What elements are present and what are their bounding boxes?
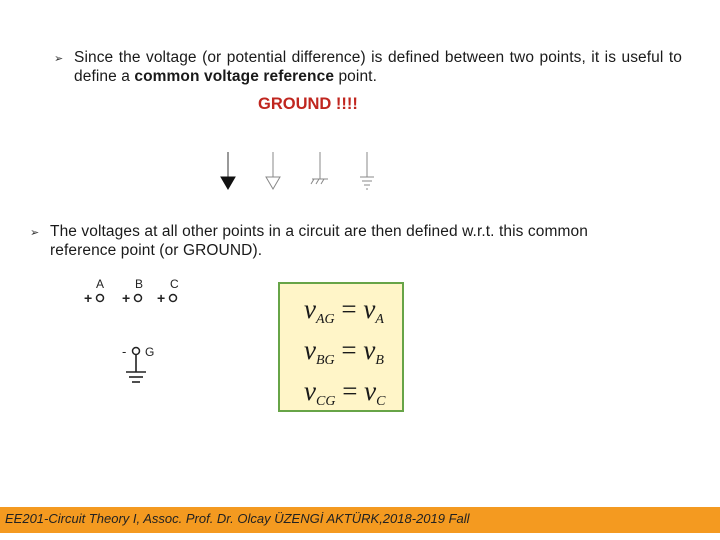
equation-vag: $v_{AG} = v_A$	[304, 294, 384, 327]
equation-vbg: $v_{BG} = v_B$	[304, 335, 384, 368]
node-c-terminal	[170, 295, 177, 302]
chassis-ground-icon	[311, 152, 328, 184]
filled-triangle-ground-icon	[221, 152, 235, 189]
node-a-terminal	[97, 295, 104, 302]
earth-ground-icon	[360, 152, 374, 189]
bullet-1-tail: point.	[334, 68, 377, 85]
node-a-polarity: +	[84, 290, 93, 306]
footer-text: EE201-Circuit Theory I, Assoc. Prof. Dr. Olcay ÜZENGİ AKTÜRK,2018-2019 Fall	[5, 511, 470, 526]
ground-node-terminal	[133, 348, 140, 355]
node-c-label: C	[170, 277, 179, 291]
ground-symbols-figure	[210, 150, 390, 195]
node-diagram	[80, 276, 200, 388]
ground-node-label: G	[145, 345, 155, 359]
bullet-1-plain: Since the voltage (or potential difference) is defined between two points, it is useful to define a	[74, 49, 682, 85]
node-c-polarity: +	[157, 290, 166, 306]
node-b-terminal	[135, 295, 142, 302]
bullet-1-bold: common voltage reference	[134, 68, 335, 85]
ground-node-polarity: -	[122, 344, 127, 359]
ground-icon	[126, 355, 146, 382]
node-a-label: A	[96, 277, 105, 291]
node-b-label: B	[135, 277, 144, 291]
hollow-triangle-ground-icon	[266, 152, 280, 189]
footer-bar	[0, 507, 720, 533]
bullet-arrow-icon: ➢	[30, 226, 40, 239]
equation-box	[278, 282, 404, 412]
ground-title: GROUND !!!!	[258, 95, 358, 113]
equation-vcg: $v_{CG} = v_C$	[304, 376, 386, 409]
bullet-2-text: The voltages at all other points in a circuit are then defined w.r.t. this common reference point (or GROUND).	[50, 223, 588, 259]
node-b-polarity: +	[122, 290, 131, 306]
bullet-arrow-icon: ➢	[54, 52, 64, 65]
bullet-1-text	[74, 48, 682, 86]
